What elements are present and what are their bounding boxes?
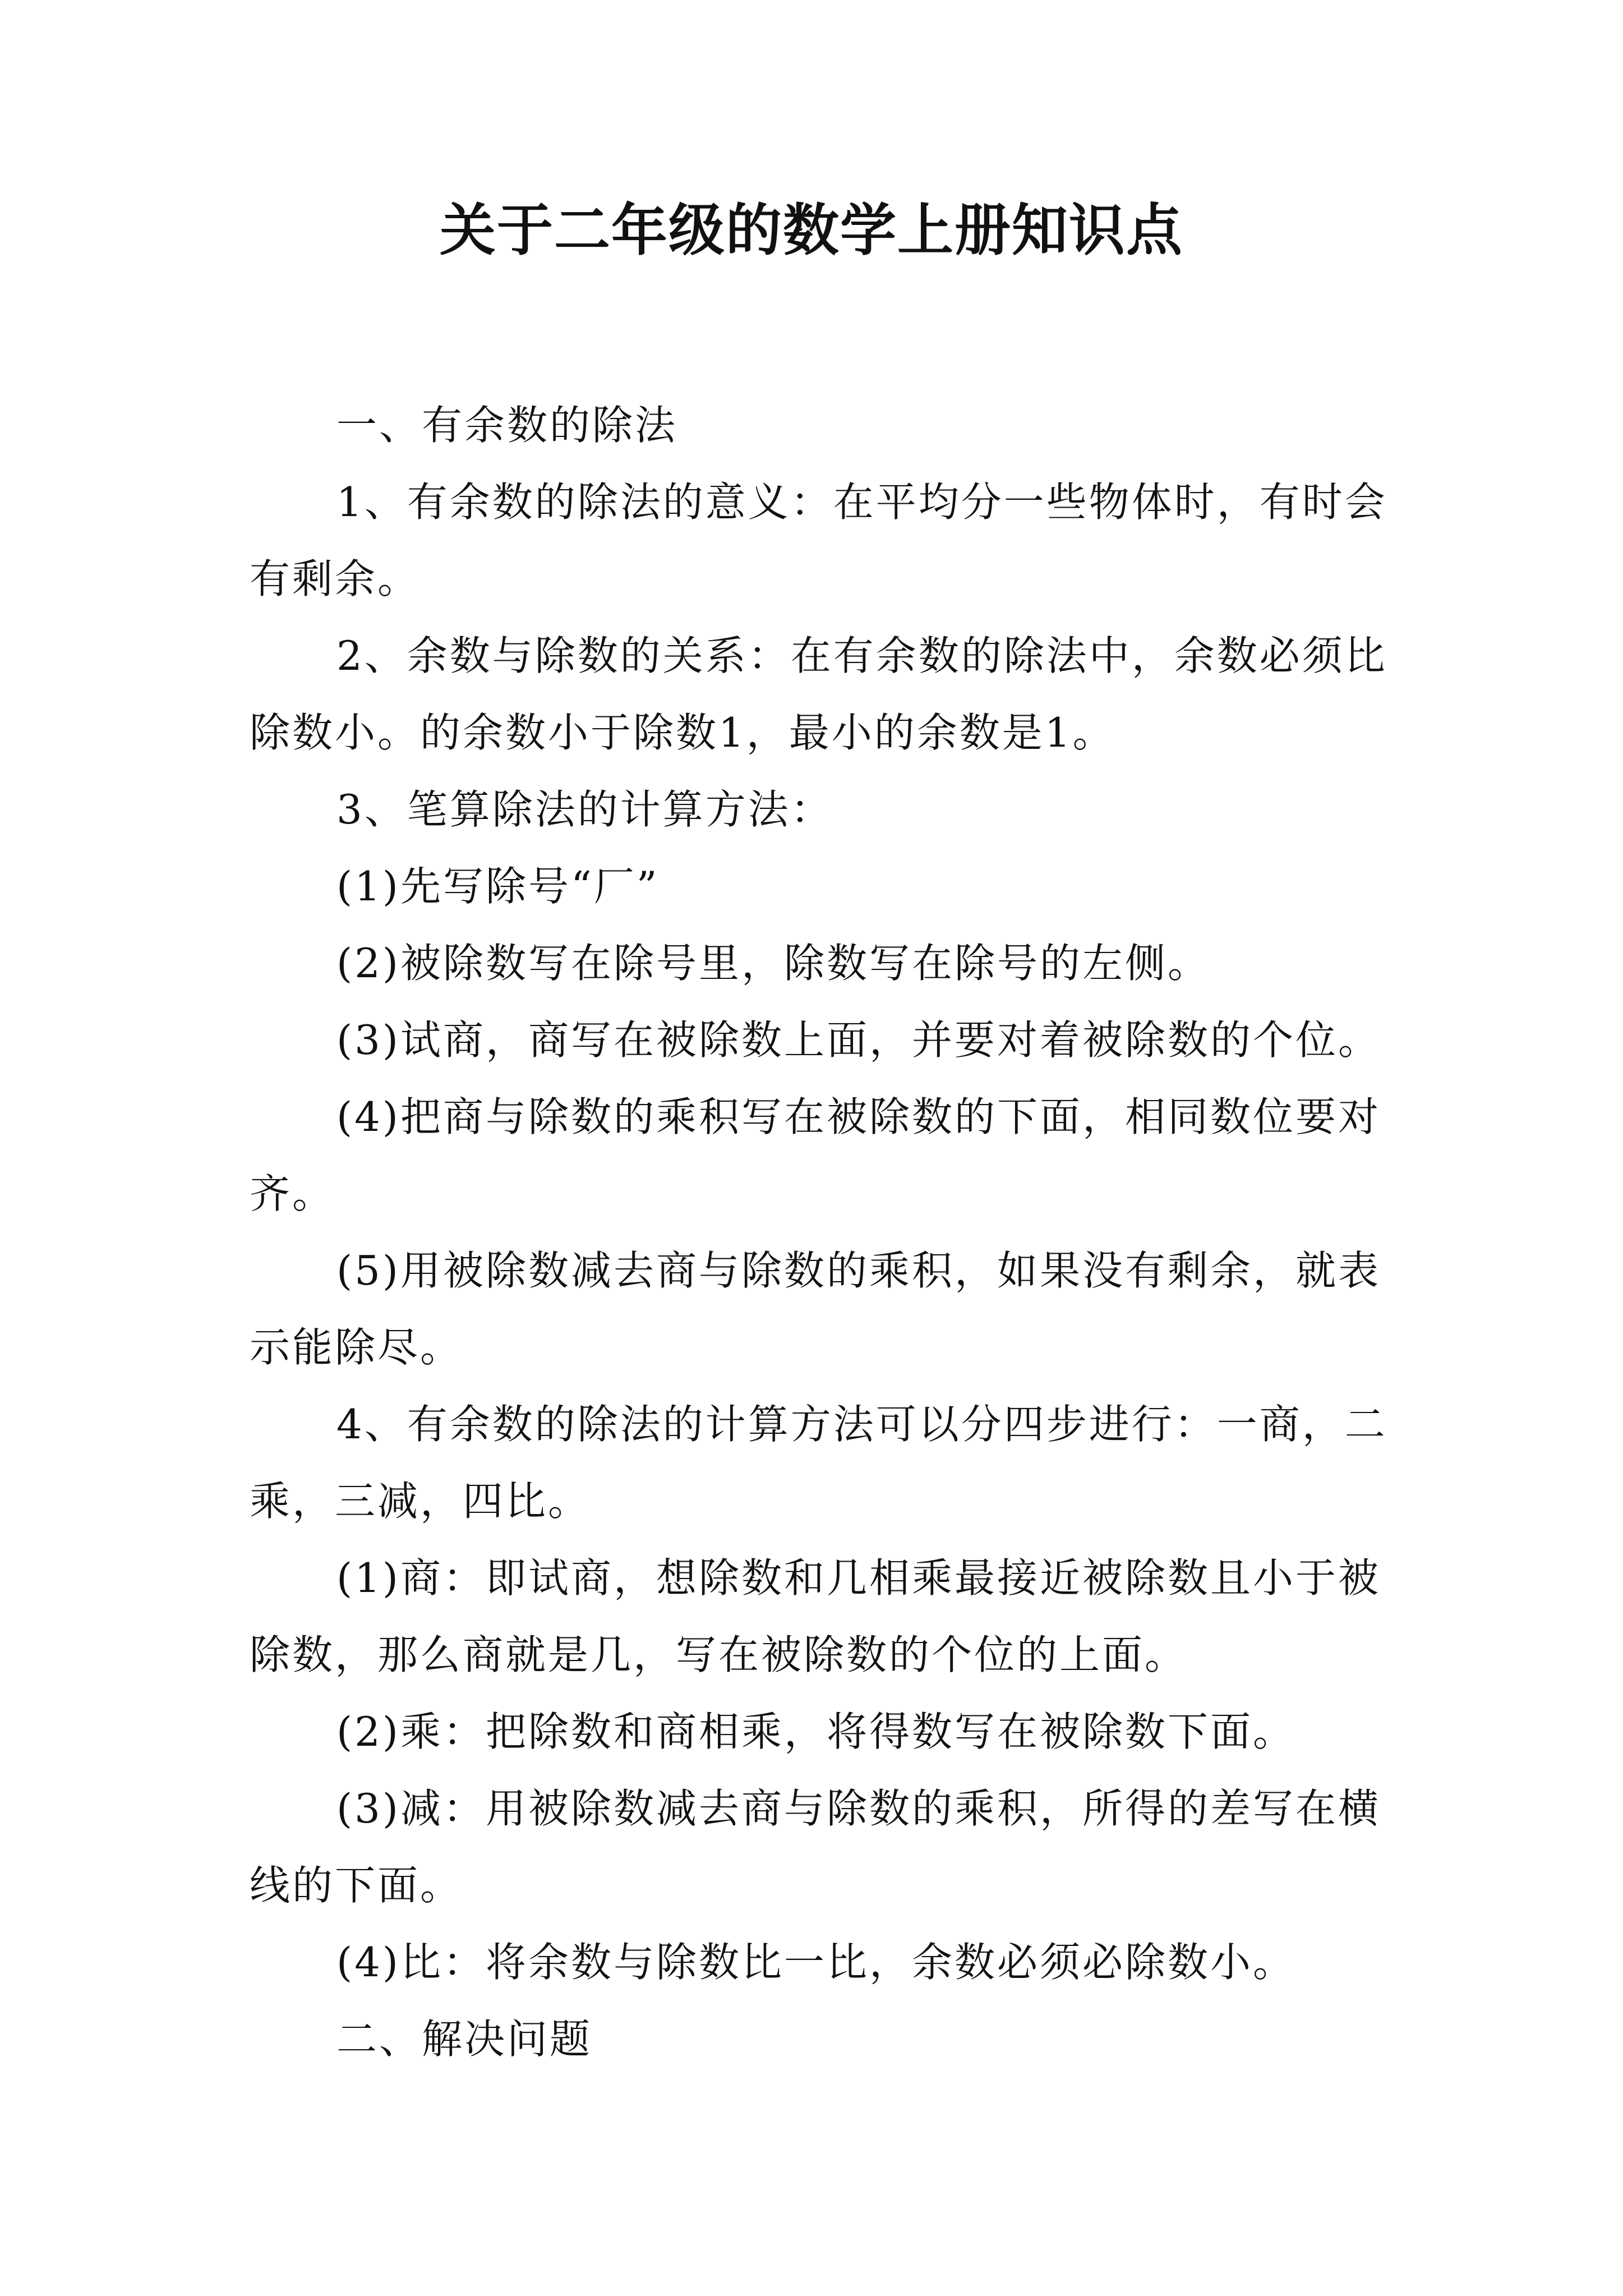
list-item-quotient: (1)商：即试商，想除数和几相乘最接近被除数且小于被除数，那么商就是几，写在被除数的个位的上面。 bbox=[250, 1554, 1381, 1678]
list-item-multiply: (2)乘：把除数和商相乘，将得数写在被除数下面。 bbox=[336, 1708, 1295, 1755]
document-body bbox=[250, 387, 1391, 2078]
section-heading-division: 一、有余数的除法 bbox=[336, 402, 678, 449]
paragraph-written-division-method: 3、笔算除法的计算方法： bbox=[336, 786, 833, 833]
list-item-subtract: (3)减：用被除数减去商与除数的乘积，所得的差写在横线的下面。 bbox=[250, 1785, 1381, 1909]
paragraph-division-meaning: 1、有余数的除法的意义：在平均分一些物体时，有时会有剩余。 bbox=[250, 478, 1387, 602]
list-item-step-4: (4)把商与除数的乘积写在被除数的下面，相同数位要对齐。 bbox=[250, 1093, 1381, 1217]
list-item-step-2: (2)被除数写在除号里，除数写在除号的左侧。 bbox=[336, 940, 1210, 987]
list-item-step-3: (3)试商，商写在被除数上面，并要对着被除数的个位。 bbox=[336, 1016, 1381, 1064]
paragraph-remainder-relation: 2、余数与除数的关系：在有余数的除法中，余数必须比除数小。的余数小于除数1，最小的余数是1。 bbox=[250, 632, 1387, 756]
list-item-step-5: (5)用被除数减去商与除数的乘积，如果没有剩余，就表示能除尽。 bbox=[250, 1247, 1381, 1371]
paragraph-four-steps: 4、有余数的除法的计算方法可以分四步进行：一商，二乘，三减，四比。 bbox=[250, 1401, 1387, 1525]
list-item-step-1: (1)先写除号“厂” bbox=[336, 863, 660, 910]
list-item-compare: (4)比：将余数与除数比一比，余数必须必除数小。 bbox=[336, 1939, 1295, 1986]
document-title: 关于二年级的数学上册知识点 bbox=[440, 197, 1183, 263]
section-heading-problem-solving: 二、解决问题 bbox=[336, 2016, 593, 2063]
